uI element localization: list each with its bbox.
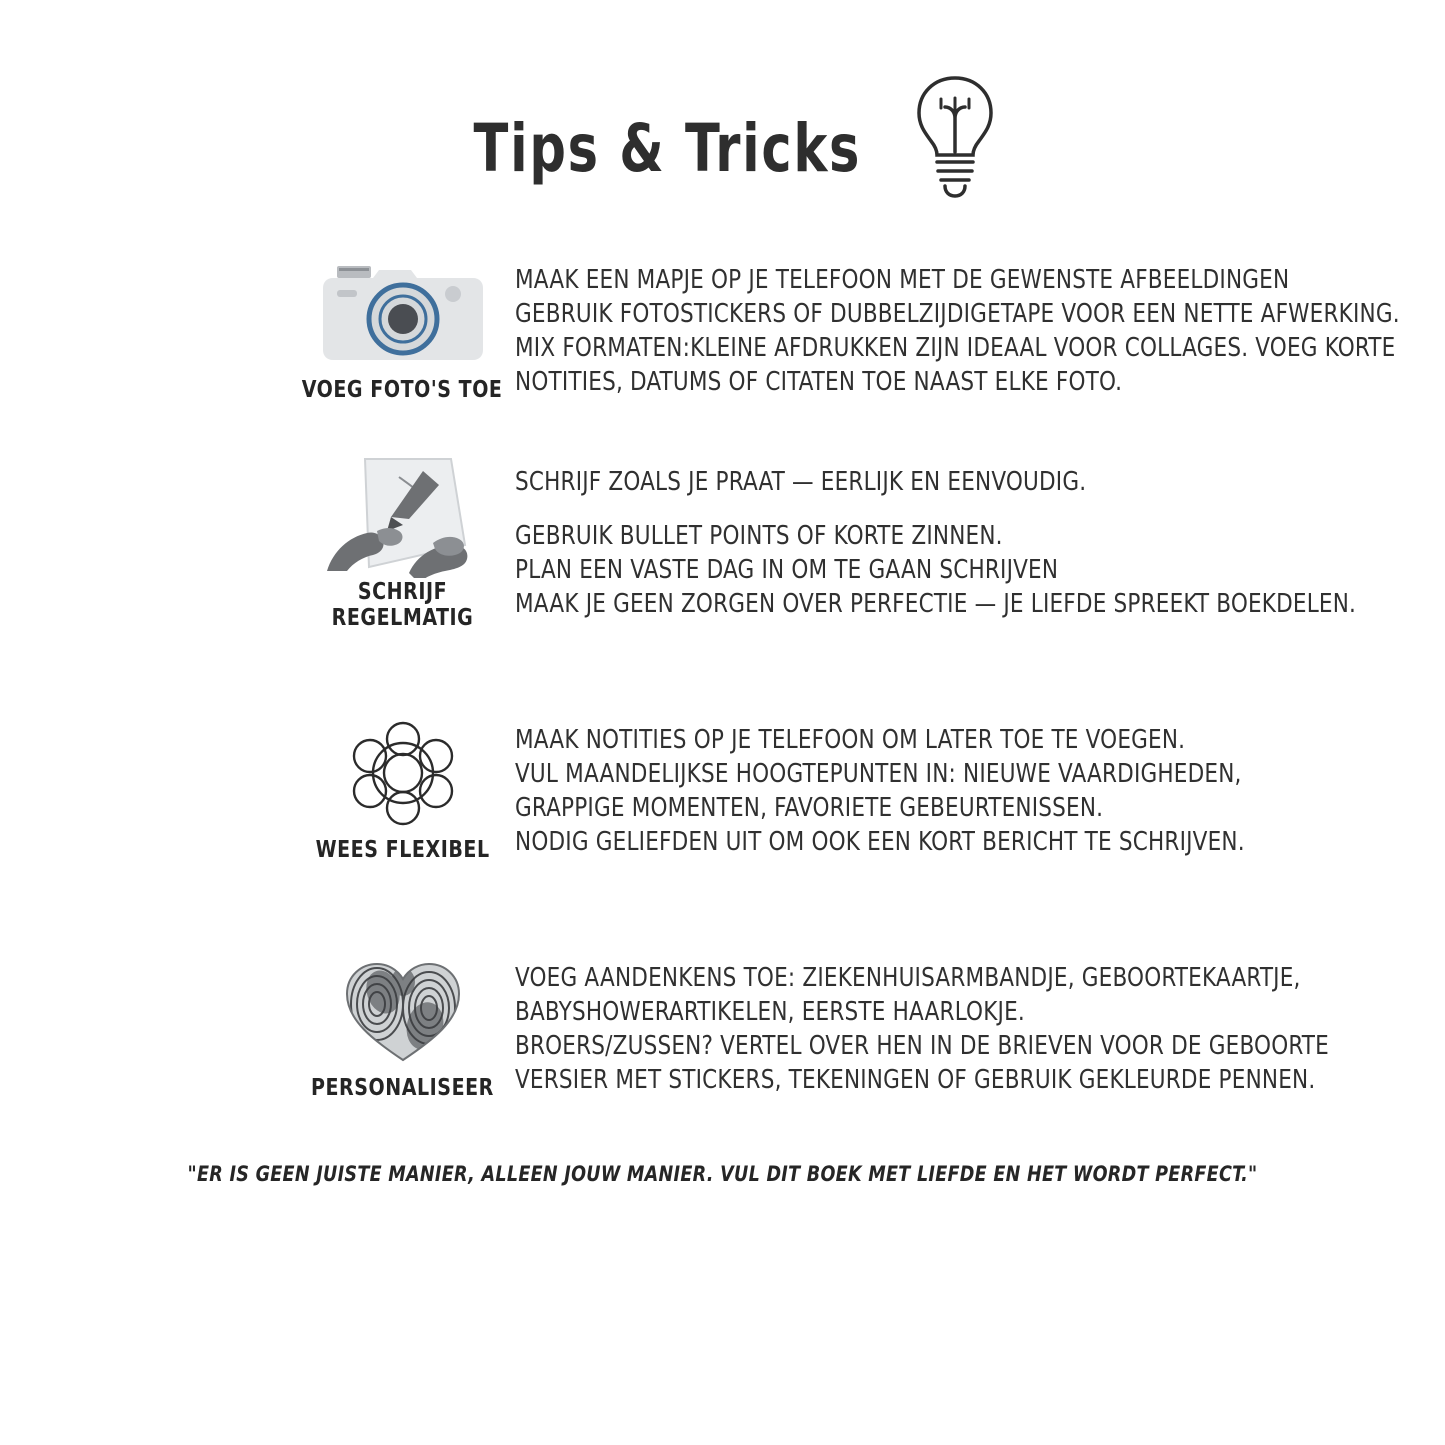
tip-line: GRAPPIGE MOMENTEN, FAVORIETE GEBEURTENISSEN.: [515, 793, 1104, 823]
flower-mandala-icon: [343, 717, 463, 829]
tip-line: BABYSHOWERARTIKELEN, EERSTE HAARLOKJE.: [515, 997, 1025, 1027]
tip-line: VUL MAANDELIJKSE HOOGTEPUNTEN IN: NIEUWE VAARDIGHEDEN,: [515, 759, 1242, 789]
tip-icon-column: [290, 951, 515, 1101]
tip-line: VERSIER MET STICKERS, TEKENINGEN OF GEBRUIK GEKLEURDE PENNEN.: [515, 1065, 1316, 1095]
heart-fingerprint-icon: [333, 955, 473, 1067]
page-header: [0, 0, 1445, 225]
tip-icon-column: [290, 713, 515, 863]
tip-item-personalize: [290, 951, 1329, 1101]
tip-label-writing: SCHRIJF REGELMATIG: [331, 579, 474, 631]
tip-label-flexible: WEES FLEXIBEL: [315, 837, 490, 863]
tip-line: MAAK NOTITIES OP JE TELEFOON OM LATER TOE TE VOEGEN.: [515, 725, 1186, 755]
tip-line: MAAK JE GEEN ZORGEN OVER PERFECTIE — JE LIEFDE SPREEKT BOEKDELEN.: [515, 589, 1357, 619]
tip-line: GEBRUIK FOTOSTICKERS OF DUBBELZIJDIGETAPE VOOR EEN NETTE AFWERKING.: [515, 299, 1400, 329]
tip-item-writing: [290, 455, 1357, 631]
tips-list: [0, 253, 1445, 1101]
tip-line: VOEG AANDENKENS TOE: ZIEKENHUISARMBANDJE, GEBOORTEKAARTJE,: [515, 963, 1301, 993]
tip-line: MIX FORMATEN:KLEINE AFDRUKKEN ZIJN IDEAAL VOOR COLLAGES. VOEG KORTE: [515, 333, 1396, 363]
tip-icon-column: [290, 253, 515, 403]
page-title: Tips & Tricks: [473, 110, 862, 187]
camera-icon: [313, 257, 493, 369]
tip-line: BROERS/ZUSSEN? VERTEL OVER HEN IN DE BRIEVEN VOOR DE GEBOORTE: [515, 1031, 1329, 1061]
writing-hands-icon: [313, 459, 493, 571]
tip-line: NODIG GELIEFDEN UIT OM OOK EEN KORT BERICHT TE SCHRIJVEN.: [515, 827, 1245, 857]
tip-label-photos: VOEG FOTO'S TOE: [302, 377, 503, 403]
tip-line: NOTITIES, DATUMS OF CITATEN TOE NAAST ELKE FOTO.: [515, 367, 1123, 397]
footer-quote: "ER IS GEEN JUISTE MANIER, ALLEEN JOUW MANIER. VUL DIT BOEK MET LIEFDE EN HET WORDT PERFECT.": [187, 1162, 1258, 1186]
tip-label-personalize: PERSONALISEER: [311, 1075, 494, 1101]
tip-text-writing: [515, 455, 1410, 621]
tip-line: PLAN EEN VASTE DAG IN OM TE GAAN SCHRIJVEN: [515, 555, 1059, 585]
tip-text-photos: [515, 253, 1445, 399]
lightbulb-icon: [907, 72, 1003, 207]
tip-text-personalize: [515, 951, 1381, 1097]
tip-line: SCHRIJF ZOALS JE PRAAT — EERLIJK EN EENVOUDIG.: [515, 467, 1087, 497]
tip-item-flexible: [290, 713, 1325, 863]
tip-line: GEBRUIK BULLET POINTS OF KORTE ZINNEN.: [515, 521, 1003, 551]
tip-line: MAAK EEN MAPJE OP JE TELEFOON MET DE GEWENSTE AFBEELDINGEN: [515, 265, 1290, 295]
tip-item-photos: [290, 253, 1400, 403]
tip-text-flexible: [515, 713, 1325, 859]
tip-icon-column: [290, 455, 515, 631]
